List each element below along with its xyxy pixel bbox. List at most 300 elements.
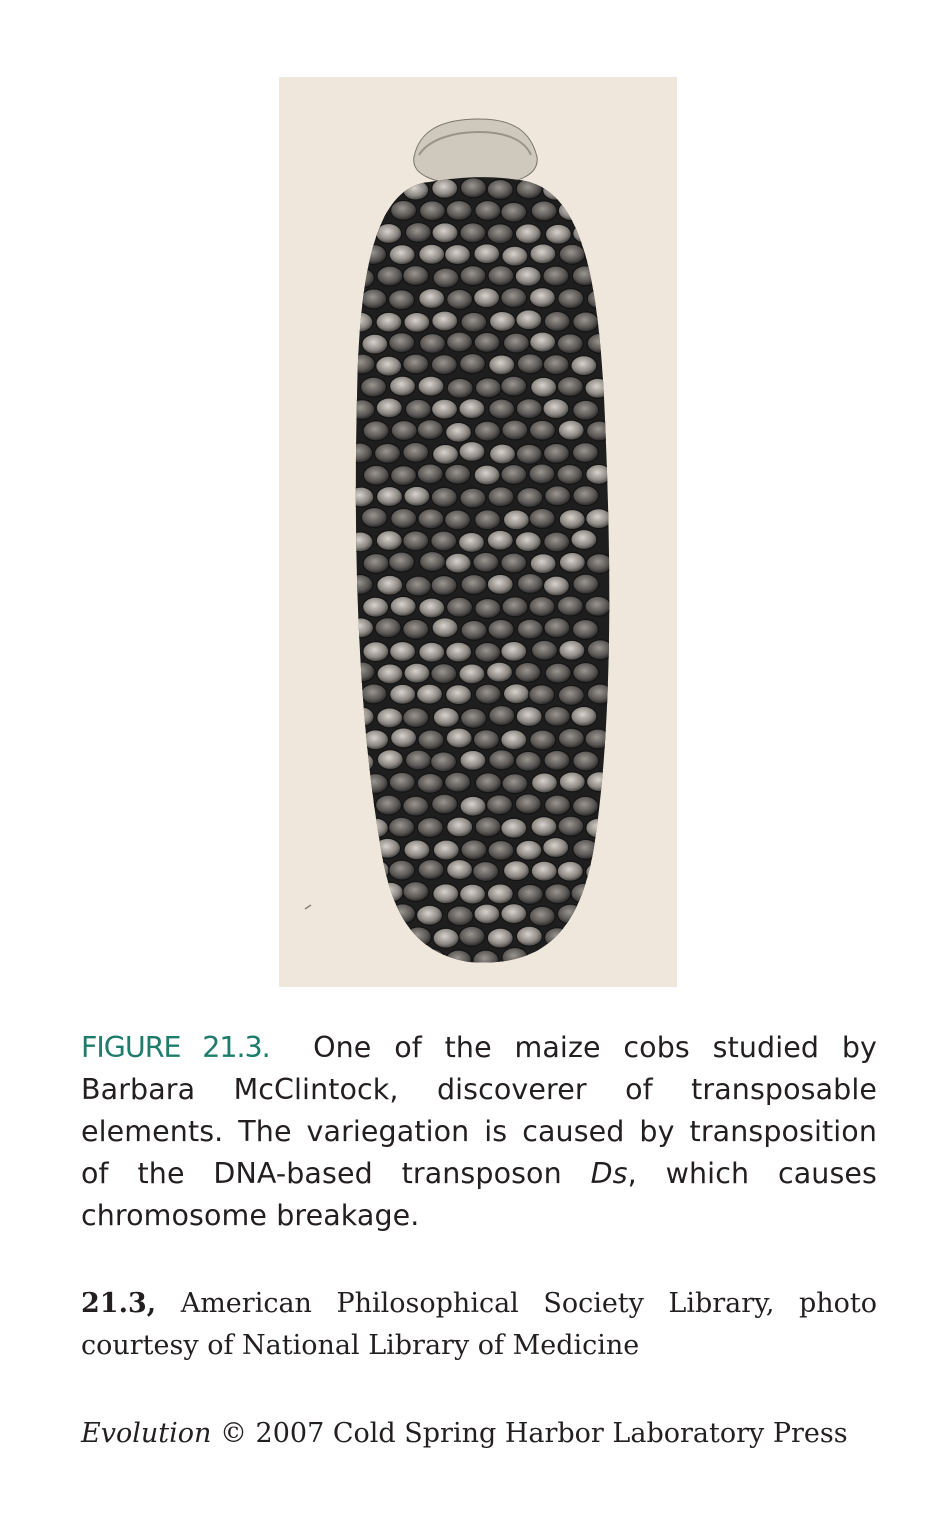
kernel	[475, 684, 501, 704]
kernel	[404, 312, 430, 332]
kernel	[558, 816, 584, 836]
kernel	[529, 508, 555, 528]
kernel	[376, 795, 402, 815]
kernel	[459, 354, 485, 374]
kernel	[501, 730, 527, 750]
kernel	[558, 685, 584, 705]
kernel	[488, 266, 514, 286]
kernel	[431, 664, 457, 684]
kernel	[389, 333, 415, 353]
kernel	[377, 664, 403, 684]
kernel	[417, 420, 443, 440]
kernel	[517, 488, 543, 508]
kernel	[391, 948, 417, 968]
kernel	[587, 333, 613, 353]
kernel	[517, 884, 543, 904]
kernel	[502, 948, 528, 968]
kernel	[459, 664, 485, 684]
maize-cob-image	[279, 77, 677, 987]
kernel	[473, 862, 499, 882]
kernel	[501, 818, 527, 838]
kernel	[432, 399, 458, 419]
kernel	[349, 796, 375, 816]
kernel	[545, 663, 571, 683]
kernel	[487, 662, 513, 682]
kernel	[349, 927, 375, 947]
kernel	[447, 860, 473, 880]
kernel	[347, 532, 373, 552]
figure-caption	[81, 1027, 877, 1237]
kernel	[460, 884, 486, 904]
kernel	[418, 376, 444, 396]
kernel	[361, 508, 387, 528]
kernel	[571, 530, 597, 550]
kernel	[571, 179, 597, 199]
photo-credit	[81, 1283, 877, 1367]
kernel	[433, 268, 459, 288]
kernel	[487, 574, 513, 594]
kernel	[460, 796, 486, 816]
kernel	[475, 510, 501, 530]
kernel	[501, 376, 527, 396]
kernel	[403, 354, 429, 374]
kernel	[557, 904, 583, 924]
kernel	[585, 246, 611, 266]
kernel	[502, 774, 528, 794]
kernel	[502, 246, 528, 266]
kernel	[586, 509, 612, 529]
kernel	[417, 818, 443, 838]
kernel	[503, 333, 529, 353]
kernel	[587, 289, 613, 309]
kernel	[530, 332, 556, 352]
kernel	[487, 224, 513, 244]
kernel	[419, 598, 445, 618]
kernel	[531, 201, 557, 221]
kernel	[586, 421, 612, 441]
kernel	[487, 928, 513, 948]
kernel	[417, 905, 443, 925]
kernel	[375, 838, 401, 858]
kernel	[503, 510, 529, 530]
kernel	[544, 532, 570, 552]
kernel	[432, 223, 458, 243]
kernel	[403, 266, 429, 286]
kernel	[515, 662, 541, 682]
kernel	[559, 552, 585, 572]
kernel	[389, 817, 415, 837]
kernel	[544, 618, 570, 638]
kernel	[461, 840, 487, 860]
kernel	[349, 400, 375, 420]
kernel	[501, 465, 527, 485]
kernel	[390, 641, 416, 661]
kernel	[501, 641, 527, 661]
kernel	[544, 706, 570, 726]
kernel	[530, 244, 556, 264]
kernel	[516, 310, 542, 330]
kernel	[587, 640, 613, 660]
kernel	[417, 464, 443, 484]
kernel	[447, 597, 473, 617]
kernel	[432, 311, 458, 331]
kernel	[391, 466, 417, 486]
kernel	[503, 861, 529, 881]
kernel	[489, 399, 515, 419]
kernel	[573, 663, 599, 683]
kernel	[363, 642, 389, 662]
kernel	[419, 201, 445, 221]
kernel	[348, 179, 374, 199]
kernel	[403, 796, 429, 816]
kernel	[375, 443, 401, 463]
kernel	[446, 642, 472, 662]
kernel	[432, 178, 458, 198]
kernel	[391, 200, 417, 220]
kernel	[572, 796, 598, 816]
copyright-line	[81, 1413, 877, 1455]
kernel	[349, 354, 375, 374]
kernel	[363, 730, 389, 750]
kernel	[376, 356, 402, 376]
kernel	[475, 642, 501, 662]
kernel	[586, 464, 612, 484]
kernel	[544, 928, 570, 948]
kernel	[348, 268, 374, 288]
kernel	[403, 708, 429, 728]
kernel	[377, 750, 403, 770]
kernel	[558, 201, 584, 221]
kernel	[557, 464, 583, 484]
kernel	[446, 950, 472, 970]
kernel	[460, 178, 486, 198]
kernel	[347, 574, 373, 594]
kernel	[474, 904, 500, 924]
kernel	[516, 840, 542, 860]
kernel	[432, 794, 458, 814]
kernel	[543, 838, 569, 858]
kernel	[445, 772, 471, 792]
kernel	[377, 266, 403, 286]
kernel	[503, 684, 529, 704]
kernel	[559, 772, 585, 792]
kernel	[501, 202, 527, 222]
kernel	[405, 399, 431, 419]
kernel	[390, 684, 416, 704]
kernel	[543, 355, 569, 375]
kernel	[557, 596, 583, 616]
kernel	[363, 465, 389, 485]
kernel	[431, 531, 457, 551]
kernel	[375, 179, 401, 199]
kernel	[389, 860, 415, 880]
kernel	[417, 684, 443, 704]
kernel	[348, 618, 374, 638]
kernel	[403, 882, 429, 902]
kernel	[461, 620, 487, 640]
kernel	[475, 378, 501, 398]
kernel	[515, 794, 541, 814]
kernel	[475, 817, 501, 837]
kernel	[516, 179, 542, 199]
kernel	[531, 949, 557, 969]
kernel	[390, 376, 416, 396]
kernel	[531, 377, 557, 397]
kernel	[447, 289, 473, 309]
kernel	[571, 883, 597, 903]
kernel	[390, 904, 416, 924]
kernel	[445, 510, 471, 530]
kernel	[529, 420, 555, 440]
kernel	[348, 752, 374, 772]
kernel	[361, 289, 387, 309]
kernel	[391, 728, 417, 748]
kernel	[557, 861, 583, 881]
kernel	[571, 706, 597, 726]
kernel	[405, 927, 431, 947]
kernel	[419, 244, 445, 264]
kernel	[573, 223, 599, 243]
kernel	[515, 751, 541, 771]
kernel	[404, 840, 430, 860]
kernel	[363, 421, 389, 441]
kernel	[376, 531, 402, 551]
kernel	[418, 860, 444, 880]
kernel	[460, 266, 486, 286]
kernel	[389, 245, 415, 265]
kernel	[557, 377, 583, 397]
kernel	[558, 289, 584, 309]
kernel	[445, 464, 471, 484]
kernel	[362, 906, 388, 926]
kernel	[517, 619, 543, 639]
kernel	[461, 575, 487, 595]
kernel	[587, 684, 613, 704]
kernel	[488, 619, 514, 639]
kernel	[375, 618, 401, 638]
kernel	[587, 772, 613, 792]
kernel	[405, 750, 431, 770]
kernel	[433, 707, 459, 727]
kernel	[389, 772, 415, 792]
kernel	[573, 486, 599, 506]
kernel	[433, 928, 459, 948]
kernel	[447, 906, 473, 926]
kernel	[461, 708, 487, 728]
kernel	[543, 399, 569, 419]
kernel	[348, 487, 374, 507]
kernel	[431, 576, 457, 596]
credit-text: American Philosophical Society Library, photo courtesy of National Library of Medicine	[81, 1288, 877, 1361]
kernel	[585, 950, 611, 970]
kernel	[501, 288, 527, 308]
kernel	[347, 312, 373, 332]
kernel	[586, 862, 612, 882]
kernel	[347, 443, 373, 463]
kernel	[489, 706, 515, 726]
kernel	[586, 818, 612, 838]
kernel	[376, 224, 402, 244]
kernel	[531, 773, 557, 793]
kernel	[515, 266, 541, 286]
kernel	[516, 444, 542, 464]
kernel	[529, 906, 555, 926]
caption-text-part2: , which causes chromosome breakage.	[81, 1157, 878, 1232]
kernel	[391, 508, 417, 528]
kernel	[459, 532, 485, 552]
kernel	[544, 311, 570, 331]
kernel	[405, 576, 431, 596]
kernel	[361, 377, 387, 397]
kernel	[459, 926, 485, 946]
kernel	[447, 332, 473, 352]
kernel	[446, 728, 472, 748]
kernel	[375, 927, 401, 947]
kernel	[431, 487, 457, 507]
book-title: Evolution	[81, 1418, 212, 1449]
kernel	[459, 442, 485, 462]
kernel	[349, 882, 375, 902]
kernel	[376, 398, 402, 418]
kernel	[529, 288, 555, 308]
kernel	[362, 818, 388, 838]
kernel	[559, 244, 585, 264]
kernel	[348, 222, 374, 242]
kernel	[473, 950, 499, 970]
kernel	[543, 266, 569, 286]
kernel	[389, 552, 415, 572]
kernel	[558, 728, 584, 748]
kernel	[559, 640, 585, 660]
kernel	[529, 464, 555, 484]
kernel	[475, 201, 501, 221]
kernel	[433, 884, 459, 904]
kernel	[389, 290, 415, 310]
kernel	[488, 487, 514, 507]
kernel	[403, 619, 429, 639]
kernel	[502, 597, 528, 617]
kernel	[573, 751, 599, 771]
kernel	[404, 663, 430, 683]
kernel	[487, 884, 513, 904]
kernel	[531, 817, 557, 837]
kernel	[377, 575, 403, 595]
kernel	[403, 442, 429, 462]
kernel	[544, 795, 570, 815]
kernel	[361, 244, 387, 264]
kernel	[545, 486, 571, 506]
kernel	[502, 420, 528, 440]
kernel	[377, 708, 403, 728]
kernel	[461, 312, 487, 332]
kernel	[517, 574, 543, 594]
kernel	[349, 662, 375, 682]
kernel	[530, 730, 556, 750]
kernel	[460, 223, 486, 243]
kernel	[447, 817, 473, 837]
kernel	[586, 554, 612, 574]
kernel	[418, 730, 444, 750]
kernel	[573, 312, 599, 332]
kernel	[531, 640, 557, 660]
kernel	[431, 355, 457, 375]
kernel	[487, 530, 513, 550]
kernel	[501, 904, 527, 924]
copyright-text: © 2007 Cold Spring Harbor Laboratory Press	[219, 1418, 848, 1449]
kernel	[363, 860, 389, 880]
kernel	[516, 707, 542, 727]
kernel	[558, 948, 584, 968]
kernel	[572, 266, 598, 286]
kernel	[460, 750, 486, 770]
kernel	[432, 618, 458, 638]
kernel	[445, 553, 471, 573]
kernel	[489, 311, 515, 331]
kernel	[376, 312, 402, 332]
kernel	[529, 685, 555, 705]
kernel	[573, 400, 599, 420]
kernel	[446, 200, 472, 220]
cob-tip	[414, 119, 537, 185]
kernel	[445, 245, 471, 265]
caption-text-part1: One of the maize cobs studied by Barbara McClintock, discoverer of transposable elements. The variegation is caused by transposition of the DNA-based transposon	[81, 1031, 877, 1190]
kernel	[446, 685, 472, 705]
kernel	[377, 882, 403, 902]
kernel	[363, 553, 389, 573]
kernel	[573, 928, 599, 948]
kernel	[419, 949, 445, 969]
kernel	[363, 597, 389, 617]
kernel	[474, 288, 500, 308]
kernel	[361, 684, 387, 704]
kernel	[559, 510, 585, 530]
kernel	[447, 378, 473, 398]
kernel	[377, 487, 403, 507]
kernel	[419, 289, 445, 309]
kernel	[475, 773, 501, 793]
kernel	[543, 443, 569, 463]
kernel	[391, 421, 417, 441]
kernel	[516, 399, 542, 419]
kernel	[572, 619, 598, 639]
kernel	[474, 244, 500, 264]
kernel	[361, 201, 387, 221]
kernel	[418, 509, 444, 529]
kernel	[460, 488, 486, 508]
kernel	[545, 884, 571, 904]
kernel	[585, 596, 611, 616]
kernel	[362, 950, 388, 970]
kernel	[489, 355, 515, 375]
kernel	[419, 642, 445, 662]
kernel	[446, 422, 472, 442]
kernel	[585, 378, 611, 398]
kernel	[586, 200, 612, 220]
kernel	[403, 180, 429, 200]
kernel	[530, 554, 556, 574]
figure-label: FIGURE 21.3.	[81, 1031, 270, 1064]
kernel	[475, 598, 501, 618]
kernel	[474, 465, 500, 485]
kernel	[473, 730, 499, 750]
kernel	[419, 552, 445, 572]
kernel	[544, 750, 570, 770]
kernel	[433, 840, 459, 860]
kernel	[474, 332, 500, 352]
kernel	[433, 444, 459, 464]
kernel	[487, 180, 513, 200]
kernel	[489, 444, 515, 464]
